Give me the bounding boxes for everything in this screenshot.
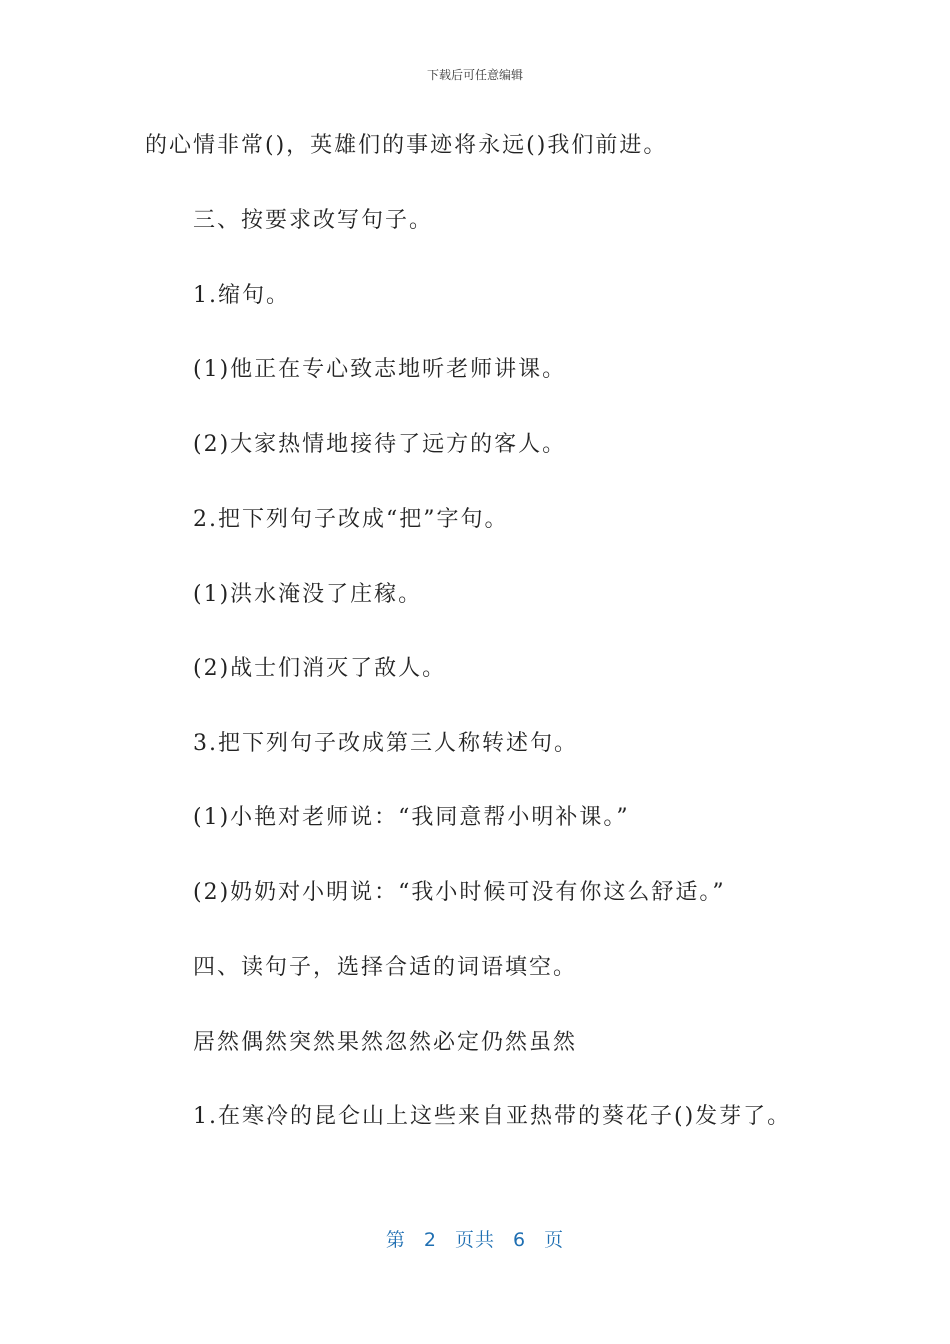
question-2-item-1: (1)洪水淹没了庄稼。	[193, 582, 423, 607]
footer-label-pre: 第	[385, 1229, 406, 1251]
question-3-item-2: (2)奶奶对小明说：“我小时候可没有你这么舒适。”	[193, 880, 726, 905]
footer-total-pages: 6	[513, 1229, 527, 1251]
text-line-continuation: 的心情非常()，英雄们的事迹将永远()我们前进。	[145, 133, 668, 158]
section-heading-3: 三、按要求改写句子。	[193, 208, 434, 233]
footer-label-post: 页	[544, 1229, 565, 1251]
word-bank: 居然偶然突然果然忽然必定仍然虽然	[193, 1030, 578, 1055]
question-3-item-1: (1)小艳对老师说：“我同意帮小明补课。”	[193, 805, 630, 830]
question-1-item-1: (1)他正在专心致志地听老师讲课。	[193, 357, 567, 382]
question-1-item-2: (2)大家热情地接待了远方的客人。	[193, 432, 567, 457]
page-header: 下载后可任意编辑	[426, 68, 523, 82]
question-2-heading: 2.把下列句子改成“把”字句。	[193, 507, 509, 532]
footer-label-mid: 页共	[454, 1229, 495, 1251]
page-footer	[0, 1225, 950, 1252]
section-heading-4: 四、读句子，选择合适的词语填空。	[193, 955, 578, 980]
question-1-heading: 1.缩句。	[193, 283, 290, 308]
fill-in-item-1: 1.在寒冷的昆仑山上这些来自亚热带的葵花子()发芽了。	[193, 1104, 792, 1129]
question-3-heading: 3.把下列句子改成第三人称转述句。	[193, 731, 578, 756]
question-2-item-2: (2)战士们消灭了敌人。	[193, 656, 447, 681]
footer-page-number: 2	[423, 1229, 437, 1251]
